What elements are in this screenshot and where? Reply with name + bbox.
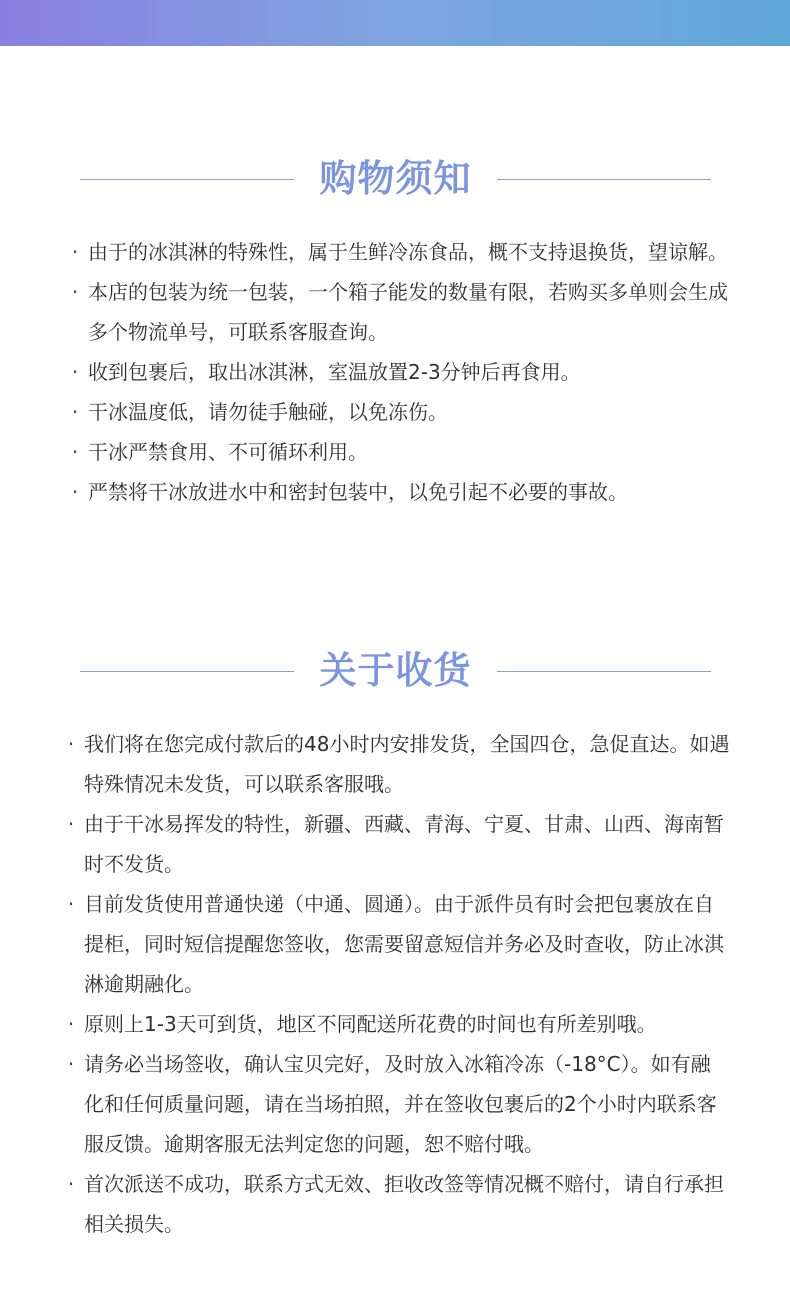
- section-title: 购物须知: [319, 157, 472, 200]
- section-title: 关于收货: [319, 649, 472, 692]
- list-item: [66, 1164, 730, 1244]
- list-item-text: 由于的冰淇淋的特殊性，属于生鲜冷冻食品，概不支持退换货，望谅解。: [88, 240, 728, 264]
- list-item: [66, 1044, 730, 1164]
- list-item-text: 严禁将干冰放进水中和密封包装中，以免引起不必要的事故。: [88, 480, 628, 504]
- list-item: [66, 724, 730, 804]
- heading-rule-right: [497, 179, 711, 180]
- bullet-icon: ·: [67, 1052, 75, 1076]
- bullet-icon: ·: [71, 480, 79, 504]
- list-item-text: 收到包裹后，取出冰淇淋，室温放置2-3分钟后再食用。: [88, 360, 581, 384]
- list-item-text: 我们将在您完成付款后的48小时内安排发货，全国四仓，急促直达。如遇特殊情况未发货，可以联系客服哦。: [84, 732, 730, 796]
- heading-rule-right: [497, 671, 711, 672]
- bullet-icon: ·: [71, 280, 79, 304]
- shipping-notice-list: [66, 724, 730, 1244]
- list-item-text: 干冰严禁食用、不可循环利用。: [88, 440, 368, 464]
- list-item: [66, 1004, 730, 1044]
- list-item: [66, 804, 730, 884]
- heading-rule-left: [80, 179, 294, 180]
- bullet-icon: ·: [67, 732, 75, 756]
- shopping-notice-heading: [0, 149, 790, 209]
- bullet-icon: ·: [71, 240, 79, 264]
- list-item: [70, 272, 730, 352]
- list-item: [66, 884, 730, 1004]
- bullet-icon: ·: [71, 400, 79, 424]
- list-item: [70, 352, 730, 392]
- shipping-notice-heading: [0, 641, 790, 701]
- bullet-icon: ·: [67, 1012, 75, 1036]
- bullet-icon: ·: [67, 812, 75, 836]
- list-item: [70, 472, 730, 512]
- list-item-text: 本店的包装为统一包装，一个箱子能发的数量有限，若购买多单则会生成多个物流单号，可联系客服查询。: [88, 280, 728, 344]
- list-item-text: 请务必当场签收，确认宝贝完好，及时放入冰箱冷冻（-18°C）。如有融化和任何质量问题，请在当场拍照，并在签收包裹后的2个小时内联系客服反馈。逾期客服无法判定您的问题，恕不赔付哦。: [84, 1052, 717, 1156]
- list-item: [70, 432, 730, 472]
- list-item: [70, 392, 730, 432]
- list-item: [70, 232, 730, 272]
- bullet-icon: ·: [67, 892, 75, 916]
- heading-rule-left: [80, 671, 294, 672]
- list-item-text: 原则上1-3天可到货，地区不同配送所花费的时间也有所差别哦。: [84, 1012, 657, 1036]
- bullet-icon: ·: [71, 440, 79, 464]
- list-item-text: 干冰温度低，请勿徒手触碰，以免冻伤。: [88, 400, 448, 424]
- bullet-icon: ·: [71, 360, 79, 384]
- list-item-text: 目前发货使用普通快递（中通、圆通）。由于派件员有时会把包裹放在自提柜，同时短信提醒您签收，您需要留意短信并务必及时查收，防止冰淇淋逾期融化。: [84, 892, 724, 996]
- bullet-icon: ·: [67, 1172, 75, 1196]
- list-item-text: 首次派送不成功，联系方式无效、拒收改签等情况概不赔付，请自行承担相关损失。: [84, 1172, 724, 1236]
- top-gradient-banner: [0, 0, 790, 46]
- list-item-text: 由于干冰易挥发的特性，新疆、西藏、青海、宁夏、甘肃、山西、海南暂时不发货。: [84, 812, 724, 876]
- shopping-notice-list: [70, 232, 730, 512]
